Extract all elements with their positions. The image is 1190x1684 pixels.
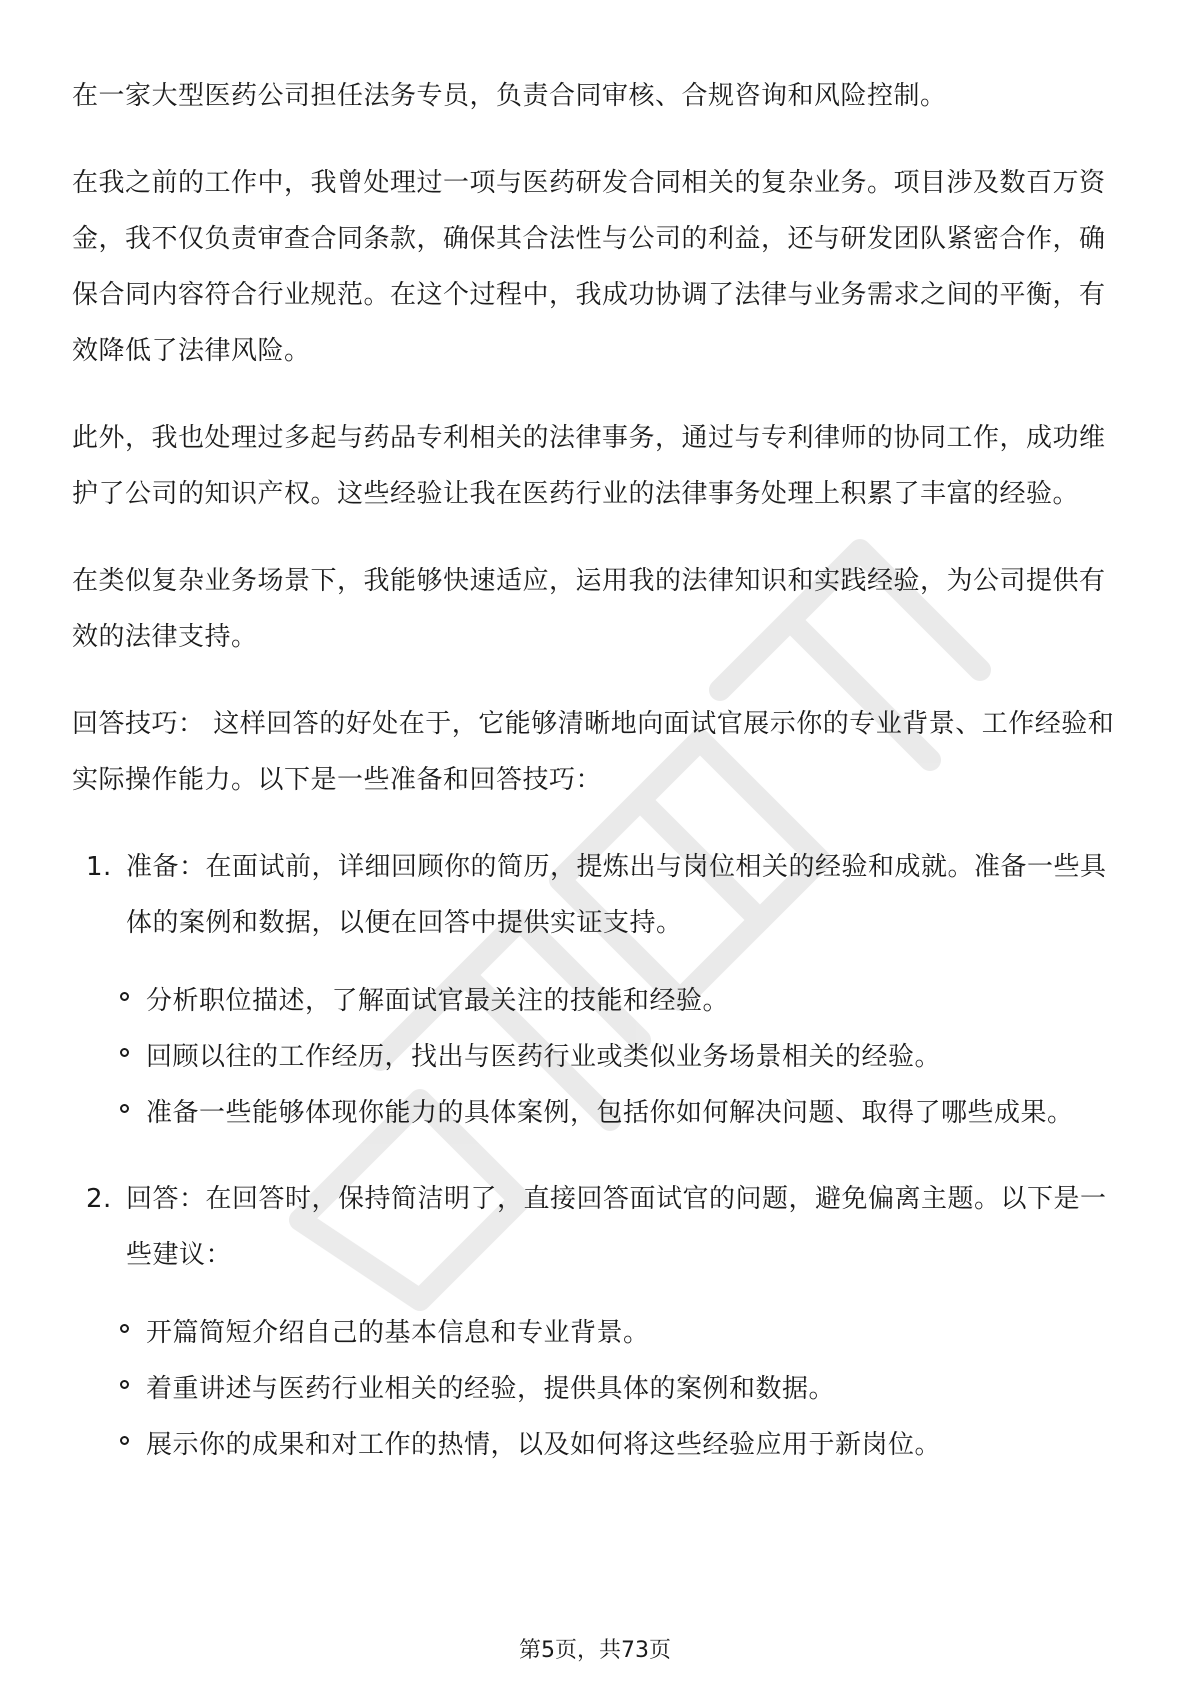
- sublist-answer: [72, 1305, 1122, 1473]
- circle-bullet-icon: [120, 1104, 129, 1113]
- paragraph-experience: 在我之前的工作中，我曾处理过一项与医药研发合同相关的复杂业务。项目涉及数百万资金，我不仅负责审查合同条款，确保其合法性与公司的利益，还与研发团队紧密合作，确保合同内容符合行业规范。在这个过程中，我成功协调了法律与业务需求之间的平衡，有效降低了法律风险。: [72, 168, 1106, 366]
- list-item-prepare: [72, 839, 1122, 951]
- sublist-item: [120, 1417, 1122, 1473]
- sublist-item: [120, 1085, 1122, 1141]
- circle-bullet-icon: [120, 992, 129, 1001]
- paragraph-patents: 此外，我也处理过多起与药品专利相关的法律事务，通过与专利律师的协同工作，成功维护了公司的知识产权。这些经验让我在医药行业的法律事务处理上积累了丰富的经验。: [72, 423, 1106, 509]
- list-number: 1.: [86, 852, 112, 882]
- list-item-answer: [72, 1171, 1122, 1283]
- sublist-item-text: 准备一些能够体现你能力的具体案例，包括你如何解决问题、取得了哪些成果。: [146, 1098, 1074, 1128]
- circle-bullet-icon: [120, 1048, 129, 1057]
- sublist-item-text: 着重讲述与医药行业相关的经验，提供具体的案例和数据。: [146, 1374, 836, 1404]
- document-body: [72, 68, 1122, 1503]
- sublist-item: [120, 1361, 1122, 1417]
- paragraph-tips: 回答技巧： 这样回答的好处在于，它能够清晰地向面试官展示你的专业背景、工作经验和实际操作能力。以下是一些准备和回答技巧：: [72, 709, 1115, 795]
- sublist-item: [120, 973, 1122, 1029]
- list-item-text: 回答：在回答时，保持简洁明了，直接回答面试官的问题，避免偏离主题。以下是一些建议：: [126, 1184, 1107, 1270]
- sublist-item: [120, 1305, 1122, 1361]
- sublist-item-text: 回顾以往的工作经历，找出与医药行业或类似业务场景相关的经验。: [146, 1042, 942, 1072]
- sublist-item: [120, 1029, 1122, 1085]
- circle-bullet-icon: [120, 1324, 129, 1333]
- sublist-prepare: [72, 973, 1122, 1141]
- sublist-item-text: 分析职位描述，了解面试官最关注的技能和经验。: [146, 986, 730, 1016]
- sublist-item-text: 展示你的成果和对工作的热情，以及如何将这些经验应用于新岗位。: [146, 1430, 942, 1460]
- page-number: 第5页，共73页: [519, 1638, 671, 1663]
- paragraph-intro: 在一家大型医药公司担任法务专员，负责合同审核、合规咨询和风险控制。: [72, 81, 947, 111]
- list-item-text: 准备：在面试前，详细回顾你的简历，提炼出与岗位相关的经验和成就。准备一些具体的案例和数据，以便在回答中提供实证支持。: [126, 852, 1107, 938]
- sublist-item-text: 开篇简短介绍自己的基本信息和专业背景。: [146, 1318, 650, 1348]
- paragraph-adaptation: 在类似复杂业务场景下，我能够快速适应，运用我的法律知识和实践经验，为公司提供有效的法律支持。: [72, 566, 1106, 652]
- circle-bullet-icon: [120, 1436, 129, 1445]
- circle-bullet-icon: [120, 1380, 129, 1389]
- list-number: 2.: [86, 1184, 112, 1214]
